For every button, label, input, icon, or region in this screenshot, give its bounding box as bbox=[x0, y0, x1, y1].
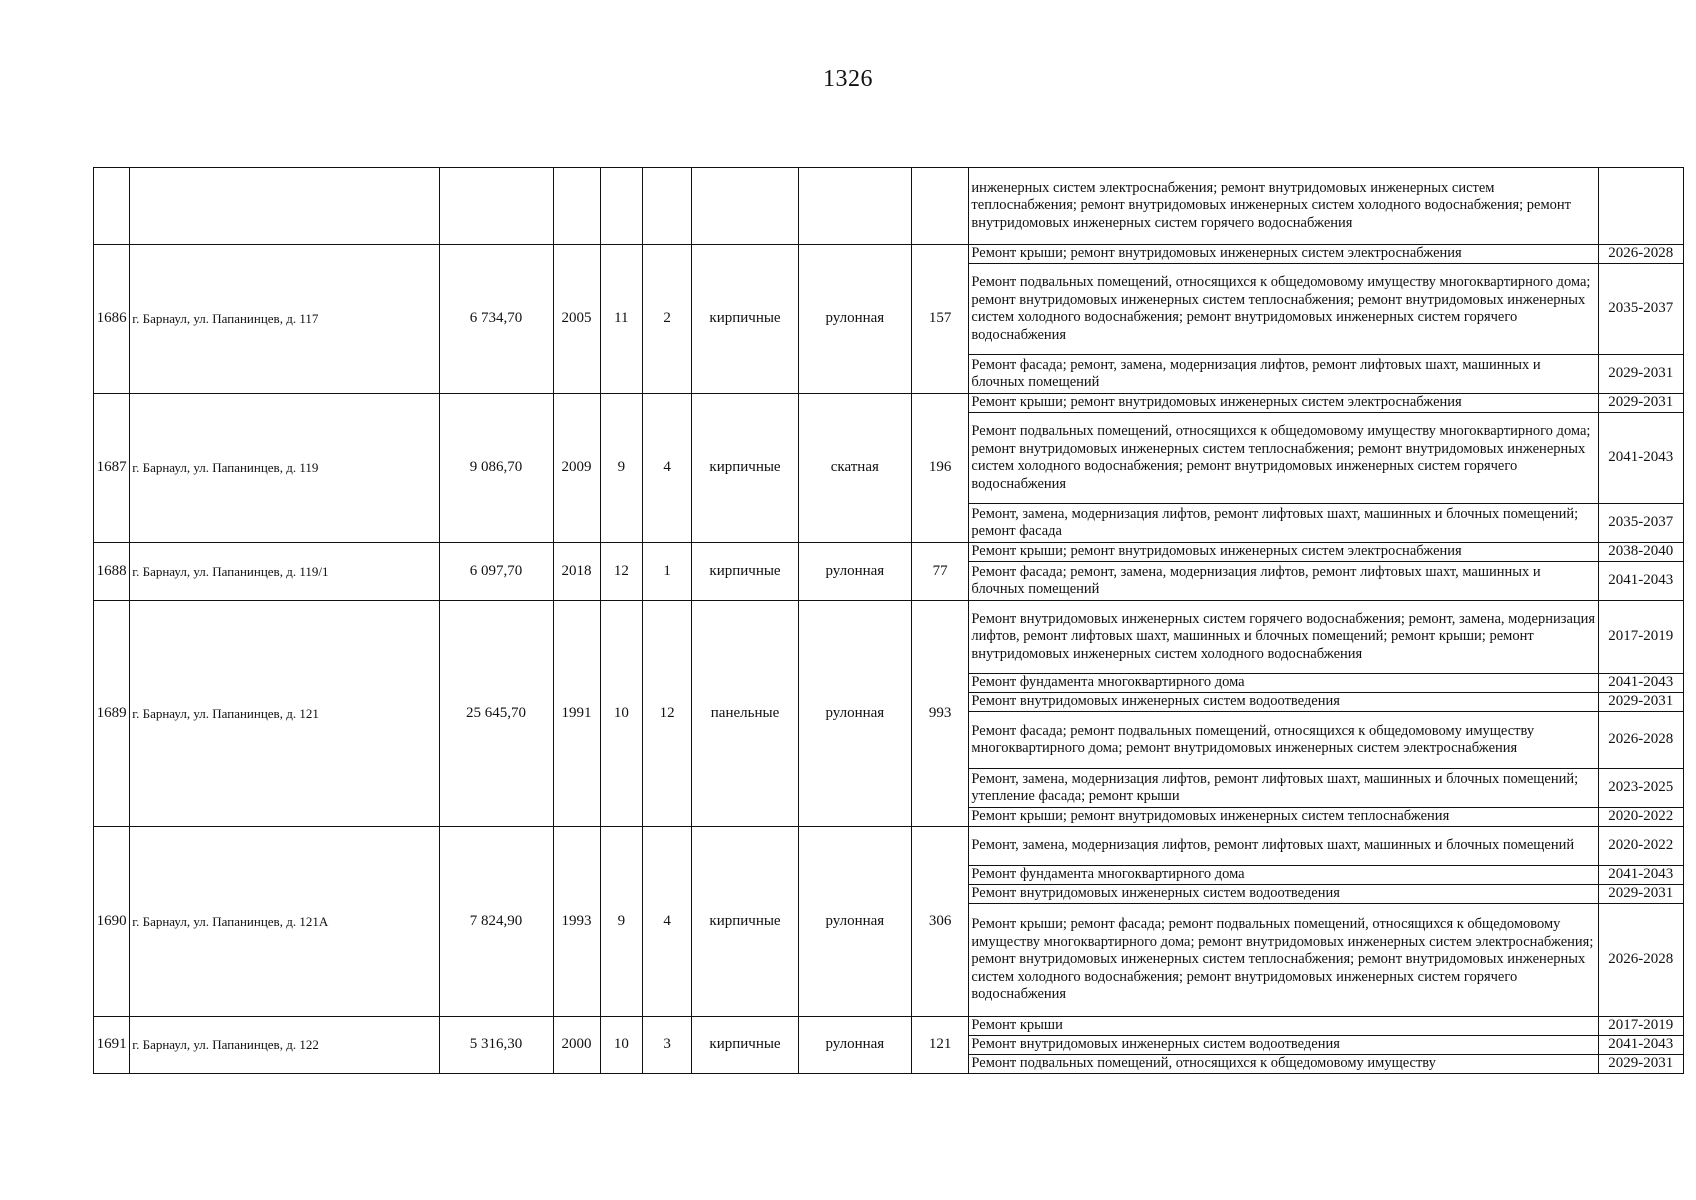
building-number: 1691 bbox=[94, 1017, 130, 1074]
work-row bbox=[94, 543, 1684, 562]
work-period: 2041-2043 bbox=[1598, 674, 1683, 693]
work-period: 2029-2031 bbox=[1598, 693, 1683, 712]
work-description: Ремонт внутридомовых инженерных систем водоотведения bbox=[969, 885, 1598, 904]
work-description: Ремонт, замена, модернизация лифтов, ремонт лифтовых шахт, машинных и блочных помещений bbox=[969, 827, 1598, 866]
building-apartments: 121 bbox=[911, 1017, 969, 1074]
building-address: г. Барнаул, ул. Папанинцев, д. 121А bbox=[130, 827, 439, 1017]
work-description: Ремонт крыши bbox=[969, 1017, 1598, 1036]
building-floors: 12 bbox=[600, 543, 643, 601]
building-entrances: 2 bbox=[643, 245, 692, 394]
building-apartments: 993 bbox=[911, 601, 969, 827]
continuation-empty-cell bbox=[130, 168, 439, 245]
building-year: 2009 bbox=[553, 394, 600, 543]
work-period: 2029-2031 bbox=[1598, 1055, 1683, 1074]
work-period: 2038-2040 bbox=[1598, 543, 1683, 562]
building-roof: рулонная bbox=[798, 1017, 911, 1074]
work-period: 2026-2028 bbox=[1598, 712, 1683, 769]
building-entrances: 12 bbox=[643, 601, 692, 827]
building-area: 6 097,70 bbox=[439, 543, 553, 601]
building-walls: панельные bbox=[692, 601, 799, 827]
continuation-empty-cell bbox=[692, 168, 799, 245]
work-description: Ремонт фасада; ремонт подвальных помещений, относящихся к общедомовому имуществу многоквартирного дома; ремонт внутридомовых инженерных систем электроснабжения bbox=[969, 712, 1598, 769]
continuation-empty-cell bbox=[798, 168, 911, 245]
work-row bbox=[94, 827, 1684, 866]
building-entrances: 1 bbox=[643, 543, 692, 601]
work-period: 2026-2028 bbox=[1598, 904, 1683, 1017]
repair-schedule-table bbox=[93, 167, 1684, 1074]
building-floors: 10 bbox=[600, 1017, 643, 1074]
work-period: 2026-2028 bbox=[1598, 245, 1683, 264]
building-entrances: 3 bbox=[643, 1017, 692, 1074]
building-entrances: 4 bbox=[643, 394, 692, 543]
work-period: 2020-2022 bbox=[1598, 808, 1683, 827]
building-area: 5 316,30 bbox=[439, 1017, 553, 1074]
building-year: 2005 bbox=[553, 245, 600, 394]
building-address: г. Барнаул, ул. Папанинцев, д. 117 bbox=[130, 245, 439, 394]
building-roof: рулонная bbox=[798, 827, 911, 1017]
work-period: 2023-2025 bbox=[1598, 769, 1683, 808]
continuation-empty-cell bbox=[94, 168, 130, 245]
work-description: Ремонт фасада; ремонт, замена, модернизация лифтов, ремонт лифтовых шахт, машинных и блочных помещений bbox=[969, 355, 1598, 394]
work-description: Ремонт внутридомовых инженерных систем водоотведения bbox=[969, 1036, 1598, 1055]
building-address: г. Барнаул, ул. Папанинцев, д. 121 bbox=[130, 601, 439, 827]
work-description: Ремонт, замена, модернизация лифтов, ремонт лифтовых шахт, машинных и блочных помещений; утепление фасада; ремонт крыши bbox=[969, 769, 1598, 808]
building-apartments: 306 bbox=[911, 827, 969, 1017]
work-row bbox=[94, 394, 1684, 413]
work-description: Ремонт крыши; ремонт фасада; ремонт подвальных помещений, относящихся к общедомовому имуществу многоквартирного дома; ремонт внутридомовых инженерных систем электроснабжения; ремонт внутридомовых инженерных систем теплоснабжения; ремонт внутридомовых инженерных систем холодного водоснабжения; ремонт внутридомовых инженерных систем горячего водоснабжения bbox=[969, 904, 1598, 1017]
work-description: Ремонт, замена, модернизация лифтов, ремонт лифтовых шахт, машинных и блочных помещений; ремонт фасада bbox=[969, 504, 1598, 543]
work-description: Ремонт фундамента многоквартирного дома bbox=[969, 866, 1598, 885]
building-number: 1687 bbox=[94, 394, 130, 543]
work-description: Ремонт фундамента многоквартирного дома bbox=[969, 674, 1598, 693]
work-description: Ремонт крыши; ремонт внутридомовых инженерных систем теплоснабжения bbox=[969, 808, 1598, 827]
continuation-empty-cell bbox=[911, 168, 969, 245]
work-description: Ремонт подвальных помещений, относящихся к общедомовому имуществу bbox=[969, 1055, 1598, 1074]
work-row bbox=[94, 601, 1684, 674]
building-roof: рулонная bbox=[798, 543, 911, 601]
work-period: 2041-2043 bbox=[1598, 866, 1683, 885]
building-floors: 11 bbox=[600, 245, 643, 394]
building-walls: кирпичные bbox=[692, 543, 799, 601]
building-apartments: 157 bbox=[911, 245, 969, 394]
work-description: Ремонт внутридомовых инженерных систем горячего водоснабжения; ремонт, замена, модернизация лифтов, ремонт лифтовых шахт, машинных и блочных помещений; ремонт крыши; ремонт внутридомовых инженерных систем холодного водоснабжения bbox=[969, 601, 1598, 674]
work-description: Ремонт фасада; ремонт, замена, модернизация лифтов, ремонт лифтовых шахт, машинных и блочных помещений bbox=[969, 562, 1598, 601]
building-walls: кирпичные bbox=[692, 394, 799, 543]
continuation-empty-cell bbox=[553, 168, 600, 245]
work-period: 2017-2019 bbox=[1598, 1017, 1683, 1036]
work-description: Ремонт крыши; ремонт внутридомовых инженерных систем электроснабжения bbox=[969, 245, 1598, 264]
work-period: 2041-2043 bbox=[1598, 562, 1683, 601]
building-area: 9 086,70 bbox=[439, 394, 553, 543]
building-number: 1690 bbox=[94, 827, 130, 1017]
building-area: 7 824,90 bbox=[439, 827, 553, 1017]
work-period: 2029-2031 bbox=[1598, 885, 1683, 904]
work-description: Ремонт подвальных помещений, относящихся к общедомовому имуществу многоквартирного дома; ремонт внутридомовых инженерных систем теплоснабжения; ремонт внутридомовых инженерных систем холодного водоснабжения; ремонт внутридомовых инженерных систем горячего водоснабжения bbox=[969, 264, 1598, 355]
building-year: 1991 bbox=[553, 601, 600, 827]
building-year: 2018 bbox=[553, 543, 600, 601]
building-walls: кирпичные bbox=[692, 1017, 799, 1074]
building-floors: 9 bbox=[600, 827, 643, 1017]
continuation-empty-cell bbox=[600, 168, 643, 245]
work-description: Ремонт подвальных помещений, относящихся к общедомовому имуществу многоквартирного дома; ремонт внутридомовых инженерных систем теплоснабжения; ремонт внутридомовых инженерных систем холодного водоснабжения; ремонт внутридомовых инженерных систем горячего водоснабжения bbox=[969, 413, 1598, 504]
work-period: 2035-2037 bbox=[1598, 264, 1683, 355]
building-number: 1688 bbox=[94, 543, 130, 601]
continuation-empty-cell bbox=[643, 168, 692, 245]
work-description: Ремонт внутридомовых инженерных систем водоотведения bbox=[969, 693, 1598, 712]
building-address: г. Барнаул, ул. Папанинцев, д. 119/1 bbox=[130, 543, 439, 601]
work-description: инженерных систем электроснабжения; ремонт внутридомовых инженерных систем теплоснабжения; ремонт внутридомовых инженерных систем холодного водоснабжения; ремонт внутридомовых инженерных систем горячего водоснабжения bbox=[969, 168, 1598, 245]
work-period: 2041-2043 bbox=[1598, 413, 1683, 504]
building-area: 6 734,70 bbox=[439, 245, 553, 394]
work-period bbox=[1598, 168, 1683, 245]
building-roof: скатная bbox=[798, 394, 911, 543]
page-number: 1326 bbox=[823, 66, 873, 92]
building-roof: рулонная bbox=[798, 601, 911, 827]
work-description: Ремонт крыши; ремонт внутридомовых инженерных систем электроснабжения bbox=[969, 394, 1598, 413]
continuation-empty-cell bbox=[439, 168, 553, 245]
building-number: 1689 bbox=[94, 601, 130, 827]
building-floors: 10 bbox=[600, 601, 643, 827]
building-year: 1993 bbox=[553, 827, 600, 1017]
building-entrances: 4 bbox=[643, 827, 692, 1017]
work-period: 2041-2043 bbox=[1598, 1036, 1683, 1055]
work-period: 2020-2022 bbox=[1598, 827, 1683, 866]
building-walls: кирпичные bbox=[692, 245, 799, 394]
building-apartments: 77 bbox=[911, 543, 969, 601]
continuation-row bbox=[94, 168, 1684, 245]
building-walls: кирпичные bbox=[692, 827, 799, 1017]
building-area: 25 645,70 bbox=[439, 601, 553, 827]
work-period: 2035-2037 bbox=[1598, 504, 1683, 543]
building-address: г. Барнаул, ул. Папанинцев, д. 119 bbox=[130, 394, 439, 543]
work-period: 2029-2031 bbox=[1598, 355, 1683, 394]
building-floors: 9 bbox=[600, 394, 643, 543]
work-period: 2029-2031 bbox=[1598, 394, 1683, 413]
building-year: 2000 bbox=[553, 1017, 600, 1074]
work-period: 2017-2019 bbox=[1598, 601, 1683, 674]
table-body bbox=[94, 168, 1684, 1074]
work-row bbox=[94, 245, 1684, 264]
work-description: Ремонт крыши; ремонт внутридомовых инженерных систем электроснабжения bbox=[969, 543, 1598, 562]
building-roof: рулонная bbox=[798, 245, 911, 394]
building-address: г. Барнаул, ул. Папанинцев, д. 122 bbox=[130, 1017, 439, 1074]
building-apartments: 196 bbox=[911, 394, 969, 543]
building-number: 1686 bbox=[94, 245, 130, 394]
work-row bbox=[94, 1017, 1684, 1036]
